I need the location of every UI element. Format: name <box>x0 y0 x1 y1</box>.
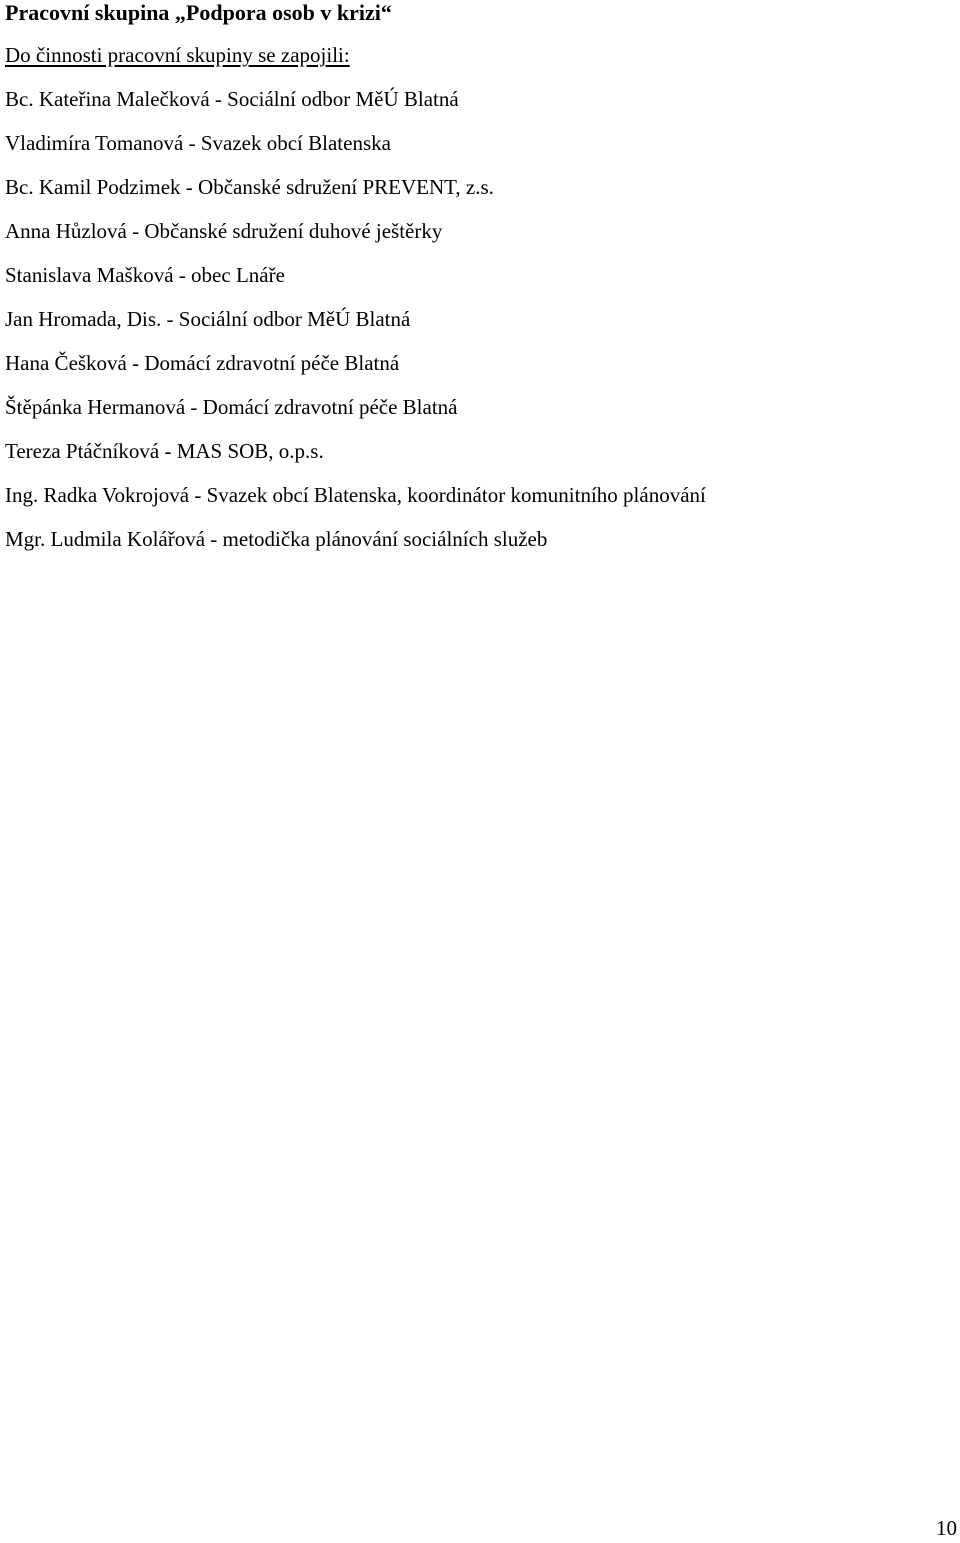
list-item: Anna Hůzlová - Občanské sdružení duhové ještěrky <box>5 219 443 243</box>
list-item: Štěpánka Hermanová - Domácí zdravotní péče Blatná <box>5 395 458 419</box>
list-item: Bc. Kateřina Malečková - Sociální odbor MěÚ Blatná <box>5 87 459 111</box>
list-item: Bc. Kamil Podzimek - Občanské sdružení PREVENT, z.s. <box>5 175 494 199</box>
list-item: Hana Češková - Domácí zdravotní péče Blatná <box>5 351 400 375</box>
list-item: Jan Hromada, Dis. - Sociální odbor MěÚ Blatná <box>5 307 411 331</box>
list-item: Mgr. Ludmila Kolářová - metodička plánování sociálních služeb <box>5 527 548 551</box>
list-item: Vladimíra Tomanová - Svazek obcí Blatenska <box>5 131 391 155</box>
list-item: Stanislava Mašková - obec Lnáře <box>5 263 285 287</box>
list-item: Tereza Ptáčníková - MAS SOB, o.p.s. <box>5 439 324 463</box>
section-title: Pracovní skupina „Podpora osob v krizi“ <box>5 0 392 25</box>
page-number: 10 <box>936 1516 957 1540</box>
list-item: Ing. Radka Vokrojová - Svazek obcí Blatenska, koordinátor komunitního plánování <box>5 483 706 507</box>
intro-text: Do činnosti pracovní skupiny se zapojili: <box>5 43 350 67</box>
members-list <box>5 86 706 570</box>
